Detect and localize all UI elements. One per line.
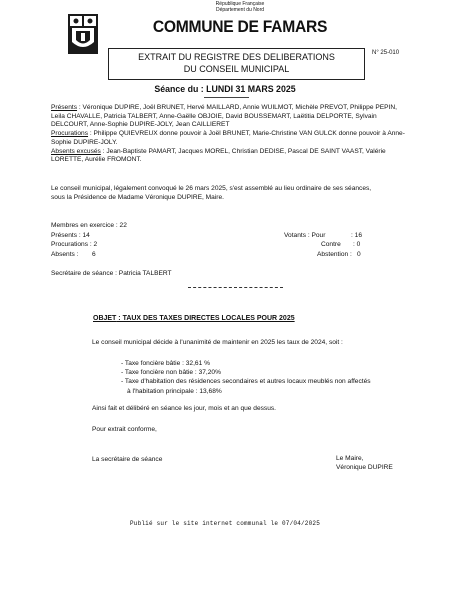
absents-list: : Jean-Baptiste PAMART, Jacques MOREL, Christian DEDISE, Pascal DE SAINT VAAST, Valérie LORETTE, Aurélie FROMONT. bbox=[51, 147, 386, 164]
convocation-paragraph: Le conseil municipal, légalement convoqué le 26 mars 2025, s'est assemblé au lieu ordinaire de ses séances, sous la Présidence de Madame Véronique DUPIRE, Maire. bbox=[51, 185, 372, 201]
extract-title-line1: EXTRAIT DU REGISTRE DES DELIBERATIONS bbox=[138, 52, 335, 62]
votants-label: Votants : Pour bbox=[284, 231, 326, 239]
maire-signature-block bbox=[336, 455, 393, 472]
tax-rates-list bbox=[121, 360, 411, 397]
secretaire-signature-label: La secrétaire de séance bbox=[92, 456, 163, 463]
votants-value: : 16 bbox=[351, 231, 362, 239]
procurations-paragraph bbox=[51, 130, 406, 147]
extract-title-box bbox=[108, 48, 365, 80]
tax-rate-item: - Taxe d'habitation des résidences secondaires et autres locaux meublés non affectés bbox=[121, 378, 371, 386]
tax-rate-item: - Taxe foncière bâtie : 32,61 % bbox=[121, 360, 210, 367]
tax-rate-item: - Taxe foncière non bâtie : 37,20% bbox=[121, 369, 221, 377]
tax-rate-item: à l'habitation principale : 13,68% bbox=[127, 387, 222, 395]
decision-paragraph: Le conseil municipal décide à l'unanimité de maintenir en 2025 les taux de 2024, soit : bbox=[92, 339, 343, 346]
republique-label: République Française bbox=[215, 1, 265, 7]
contre-label: Contre bbox=[321, 241, 341, 248]
presents-list: : Véronique DUPIRE, Joël BRUNET, Hervé MAILLARD, Annie WUILMOT, Michèle PREVOT, Philippe PEPIN, Leila CHAVALLE, Patricia TALBERT, Anne-Gaëlle OBJOIE, David BOUSSEMART, Laëtitia DELPORTE, Sylvain DELCOURT, Anne-Sophie DUPIRE-JOLY, Jean CAILLIERET bbox=[51, 104, 397, 129]
objet-text: : TAUX DES TAXES DIRECTES LOCALES POUR 2025 bbox=[116, 315, 295, 322]
attendance-block bbox=[51, 104, 406, 165]
abstention-value: 0 bbox=[357, 250, 361, 258]
maire-title: Le Maire, bbox=[336, 455, 364, 462]
maire-name: Véronique DUPIRE bbox=[336, 463, 393, 471]
absents-paragraph bbox=[51, 148, 406, 165]
abstention-label: Abstention : bbox=[317, 250, 352, 258]
ainsi-fait-line: Ainsi fait et délibéré en séance les jour, mois et an que dessus. bbox=[92, 405, 277, 412]
procurations-label: Procurations bbox=[51, 130, 89, 138]
publication-notice: Publié sur le site internet communal le 07/04/2025 bbox=[129, 520, 321, 527]
commune-crest-logo bbox=[68, 14, 98, 54]
objet-heading bbox=[93, 314, 295, 323]
objet-label: OBJET bbox=[93, 315, 117, 322]
presents-paragraph bbox=[51, 104, 406, 130]
absents-label: Absents excusés bbox=[51, 147, 101, 155]
presents-count: Présents : 14 bbox=[51, 231, 90, 239]
extract-title-line2: DU CONSEIL MUNICIPAL bbox=[183, 64, 290, 74]
contre-value: : 0 bbox=[353, 241, 361, 248]
commune-title: COMMUNE DE FAMARS bbox=[152, 17, 328, 36]
absents-count-value: 6 bbox=[92, 250, 96, 258]
members-count: Membres en exercice : 22 bbox=[51, 222, 127, 229]
vote-counts bbox=[51, 222, 381, 260]
secretaire-line: Secrétaire de séance : Patricia TALBERT bbox=[51, 270, 172, 277]
deliberation-number: N° 25-010 bbox=[372, 50, 400, 56]
presents-label: Présents bbox=[51, 104, 78, 111]
absents-count-label: Absents : bbox=[51, 250, 79, 258]
procurations-count: Procurations : 2 bbox=[51, 241, 98, 248]
seance-date: Séance du : LUNDI 31 MARS 2025 bbox=[154, 84, 296, 94]
seance-underline bbox=[204, 97, 249, 98]
republic-header bbox=[150, 1, 330, 14]
pour-extrait-line: Pour extrait conforme, bbox=[92, 426, 157, 433]
section-divider bbox=[188, 287, 283, 288]
departement-label: Département du Nord bbox=[215, 7, 265, 14]
procurations-list: : Philippe QUIEVREUX donne pouvoir à Joël BRUNET, Marie-Christine VAN GULCK donne pouvoir à Anne-Sophie DUPIRE-JOLY. bbox=[51, 130, 405, 146]
